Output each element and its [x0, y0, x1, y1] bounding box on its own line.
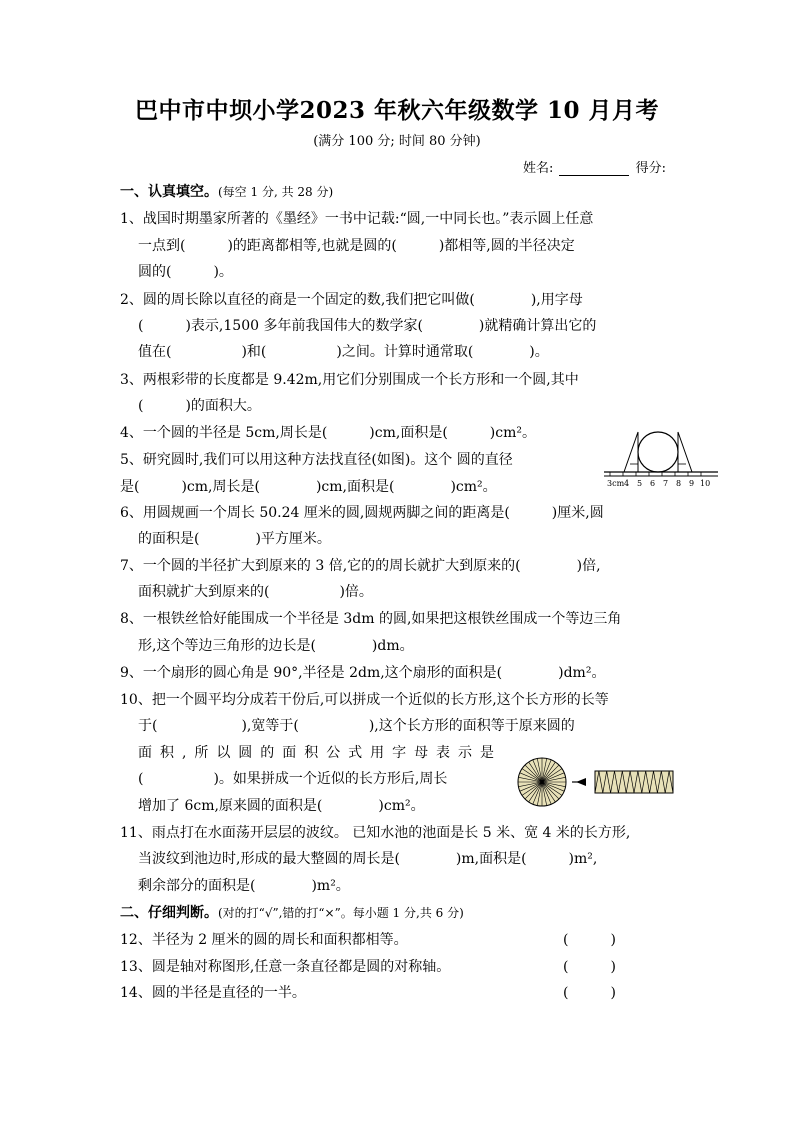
q13-answer-paren[interactable]: ( ) [563, 959, 616, 975]
q11-line3: 剩余部分的面积是( )m²。 [138, 878, 350, 894]
q1-line1: 1、战国时期墨家所著的《墨经》一书中记载:“圆,一中同长也。”表示圆上任意 [120, 211, 594, 227]
q13-text: 13、圆是轴对称图形,任意一条直径都是圆的对称轴。 [120, 959, 451, 975]
q1-line2: 一点到( )的距离都相等,也就是圆的( )都相等,圆的半径决定 [138, 238, 575, 254]
ruler-label-7: 10 [700, 479, 711, 488]
q6-line2: 的面积是( )平方厘米。 [138, 531, 331, 547]
ruler-label-3: 6 [650, 479, 656, 488]
ruler-label-5: 8 [676, 479, 682, 488]
q8-line2: 形,这个等边三角形的边长是( )dm。 [138, 638, 414, 654]
q14-answer-paren[interactable]: ( ) [563, 985, 616, 1001]
q10-line1: 10、把一个圆平均分成若干份后,可以拼成一个近似的长方形,这个长方形的长等 [120, 692, 609, 708]
q8-line1: 8、一根铁丝恰好能围成一个半径是 3dm 的圆,如果把这根铁丝围成一个等边三角 [120, 611, 622, 627]
ruler-circle-figure [602, 428, 720, 490]
ruler-label-2: 5 [637, 479, 643, 488]
section2-heading [120, 903, 464, 923]
q2-line3: 值在( )和( )之间。计算时通常取( )。 [138, 344, 549, 360]
approx-rectangle-figure [594, 768, 674, 796]
q11-line2: 当波纹到池边时,形成的最大整圆的周长是( )m,面积是( )m², [138, 851, 598, 867]
q11-line1: 11、雨点打在水面荡开层层的波纹。 已知水池的池面是长 5 米、宽 4 米的长方形, [120, 825, 631, 841]
name-label: 姓名: [522, 161, 554, 176]
exam-subtitle: (满分 100 分; 时间 80 分钟) [313, 134, 481, 149]
q5-line2: 是( )cm,周长是( )cm,面积是( )cm²。 [120, 479, 497, 495]
section1-heading [120, 182, 333, 202]
q12-text: 12、半径为 2 厘米的圆的周长和面积都相等。 [120, 932, 408, 948]
q12-answer-paren[interactable]: ( ) [563, 932, 616, 948]
q2-line2: ( )表示,1500 多年前我国伟大的数学家( )就精确计算出它的 [138, 318, 597, 334]
q10-line5: 增加了 6cm,原来圆的面积是( )cm²。 [138, 798, 425, 814]
q2-line1: 2、圆的周长除以直径的商是一个固定的数,我们把它叫做( ),用字母 [120, 292, 583, 308]
q14-text: 14、圆的半径是直径的一半。 [120, 985, 306, 1001]
sectored-circle-figure [516, 755, 600, 809]
q7-line2: 面积就扩大到原来的( )倍。 [138, 584, 373, 600]
section1-title: 一、认真填空。 [120, 184, 218, 200]
q7-line1: 7、一个圆的半径扩大到原来的 3 倍,它的的周长就扩大到原来的( )倍, [120, 558, 601, 574]
q10-line2: 于( ),宽等于( ),这个长方形的面积等于原来圆的 [138, 718, 575, 734]
q1-line3: 圆的( )。 [138, 264, 233, 280]
section1-note: (每空 1 分, 共 28 分) [218, 185, 334, 199]
section2-title: 二、仔细判断。 [120, 905, 218, 921]
q9-line1: 9、一个扇形的圆心角是 90°,半径是 2dm,这个扇形的面积是( )dm²。 [120, 665, 606, 681]
score-label: 得分: [635, 161, 666, 176]
ruler-label-1: 4 [624, 479, 630, 488]
q10-line3: 面积,所以圆的面积公式用字母表示是 [138, 745, 494, 761]
q3-line2: ( )的面积大。 [138, 398, 261, 414]
name-blank[interactable] [559, 163, 629, 176]
name-score-row [523, 157, 666, 176]
q3-line1: 3、两根彩带的长度都是 9.42m,用它们分别围成一个长方形和一个圆,其中 [120, 372, 579, 388]
q4-line1: 4、一个圆的半径是 5cm,周长是( )cm,面积是( )cm²。 [120, 425, 536, 441]
section2-note: (对的打“√”,错的打“×”。每小题 1 分,共 6 分) [218, 906, 464, 920]
ruler-label-0: 3cm [607, 479, 625, 488]
q10-line4: ( )。如果拼成一个近似的长方形后,周长 [138, 771, 448, 787]
ruler-label-6: 9 [689, 479, 695, 488]
ruler-label-4: 7 [663, 479, 669, 488]
q6-line1: 6、用圆规画一个周长 50.24 厘米的圆,圆规两脚之间的距离是( )厘米,圆 [120, 505, 604, 521]
exam-title: 巴中市中坝小学2023 年秋六年级数学 10 月月考 [134, 97, 660, 124]
q5-line1: 5、研究圆时,我们可以用这种方法找直径(如图)。这个 圆的直径 [120, 452, 513, 468]
